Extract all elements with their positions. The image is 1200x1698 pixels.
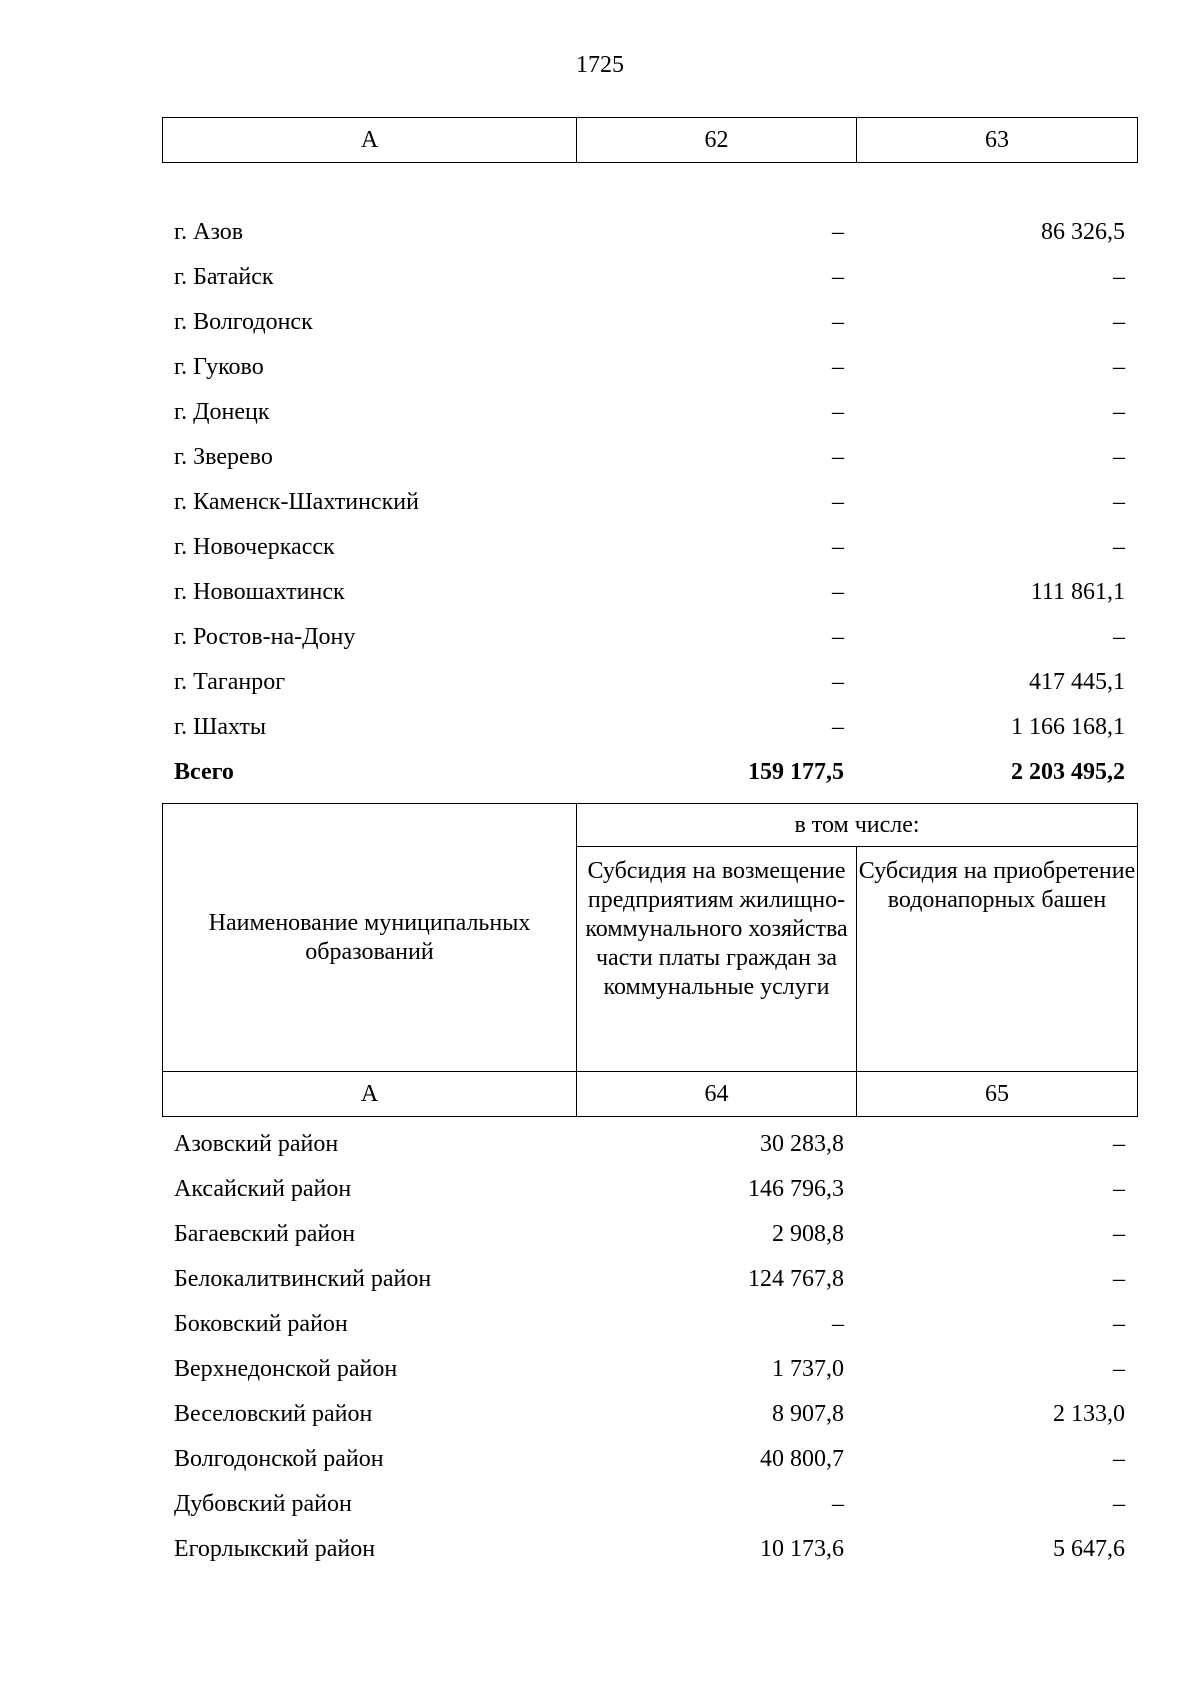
row-value-v64: 2 908,8 <box>772 1221 844 1247</box>
row-name: Волгодонской район <box>174 1446 384 1472</box>
table-row <box>162 1527 1137 1572</box>
table-row <box>162 1122 1137 1167</box>
total-value-v63: 2 203 495,2 <box>1011 759 1125 785</box>
row-name: г. Гуково <box>174 354 264 380</box>
row-value-v64: 8 907,8 <box>772 1401 844 1427</box>
table-row <box>162 1347 1137 1392</box>
row-name: г. Каменск-Шахтинский <box>174 489 419 515</box>
row-name: г. Шахты <box>174 714 267 740</box>
row-value-v64: 10 173,6 <box>760 1536 844 1562</box>
table-row <box>162 1482 1137 1527</box>
table-row <box>162 480 1137 525</box>
table-row <box>162 705 1137 750</box>
districts-table <box>162 1122 1137 1572</box>
row-value-v65: 2 133,0 <box>1053 1401 1125 1427</box>
row-name: г. Донецк <box>174 399 270 425</box>
row-value-v65: – <box>1113 1131 1125 1157</box>
row-value-v65: – <box>1113 1266 1125 1292</box>
row-name: г. Новошахтинск <box>174 579 345 605</box>
row-value-v65: – <box>1113 1491 1125 1517</box>
header-col-64: 64 <box>577 1072 857 1117</box>
row-value-v63: – <box>1113 624 1125 650</box>
page-number: 1725 <box>576 52 624 78</box>
table-row <box>162 1437 1137 1482</box>
row-name: г. Зверево <box>174 444 273 470</box>
table-row <box>162 210 1137 255</box>
row-value-v62: – <box>832 444 844 470</box>
table-row <box>162 1212 1137 1257</box>
header-including: в том числе: <box>577 804 1138 847</box>
total-value-v62: 159 177,5 <box>748 759 844 785</box>
row-value-v64: 40 800,7 <box>760 1446 844 1472</box>
row-value-v64: – <box>832 1311 844 1337</box>
row-name: Азовский район <box>174 1131 339 1157</box>
table-row <box>162 345 1137 390</box>
table-row <box>162 435 1137 480</box>
row-name: г. Ростов-на-Дону <box>174 624 356 650</box>
table-row <box>162 255 1137 300</box>
row-value-v65: – <box>1113 1311 1125 1337</box>
row-value-v62: – <box>832 264 844 290</box>
row-value-v62: – <box>832 399 844 425</box>
table-header-top <box>162 117 1138 163</box>
row-name: г. Батайск <box>174 264 274 290</box>
row-head-municipalities: Наименование муниципальных образований <box>163 804 577 1072</box>
row-name: Верхнедонской район <box>174 1356 398 1382</box>
table-row <box>162 660 1137 705</box>
table-row <box>162 525 1137 570</box>
row-value-v63: – <box>1113 534 1125 560</box>
row-value-v63: – <box>1113 309 1125 335</box>
table-row <box>162 300 1137 345</box>
row-value-v62: – <box>832 714 844 740</box>
row-value-v63: 111 861,1 <box>1030 579 1125 605</box>
row-value-v65: – <box>1113 1356 1125 1382</box>
total-label: Всего <box>174 759 234 785</box>
row-value-v64: 124 767,8 <box>748 1266 844 1292</box>
row-value-v64: – <box>832 1491 844 1517</box>
header-col-62: 62 <box>577 118 857 163</box>
row-name: Боковский район <box>174 1311 348 1337</box>
table-row <box>162 615 1137 660</box>
row-name: Веселовский район <box>174 1401 373 1427</box>
row-name: Белокалитвинский район <box>174 1266 432 1292</box>
row-name: Аксайский район <box>174 1176 352 1202</box>
row-value-v64: 1 737,0 <box>772 1356 844 1382</box>
row-value-v62: – <box>832 534 844 560</box>
row-value-v64: 146 796,3 <box>748 1176 844 1202</box>
row-value-v63: – <box>1113 399 1125 425</box>
row-name: Дубовский район <box>174 1491 352 1517</box>
table-row <box>162 390 1137 435</box>
row-value-v62: – <box>832 579 844 605</box>
row-name: г. Волгодонск <box>174 309 313 335</box>
row-value-v63: – <box>1113 444 1125 470</box>
row-value-v63: 86 326,5 <box>1041 219 1125 245</box>
row-value-v63: – <box>1113 354 1125 380</box>
row-value-v62: – <box>832 309 844 335</box>
header-col-65-title: Субсидия на приобретение водонапорных башен <box>857 847 1138 1072</box>
table-row <box>162 1302 1137 1347</box>
row-value-v62: – <box>832 624 844 650</box>
header-col-65: 65 <box>857 1072 1138 1117</box>
row-value-v62: – <box>832 354 844 380</box>
header-col-64-title: Субсидия на возмещение предприятиям жилищно-коммунального хозяйства части платы граждан за коммунальные услуги <box>577 847 857 1072</box>
row-value-v63: – <box>1113 489 1125 515</box>
row-value-v65: – <box>1113 1221 1125 1247</box>
table-header-mid <box>162 803 1138 1117</box>
row-value-v63: 1 166 168,1 <box>1011 714 1125 740</box>
table-row <box>162 1392 1137 1437</box>
table-row <box>162 570 1137 615</box>
row-value-v62: – <box>832 669 844 695</box>
row-name: Егорлыкский район <box>174 1536 376 1562</box>
cities-table <box>162 210 1137 795</box>
row-value-v63: – <box>1113 264 1125 290</box>
row-value-v64: 30 283,8 <box>760 1131 844 1157</box>
row-name: Багаевский район <box>174 1221 356 1247</box>
row-name: г. Новочеркасск <box>174 534 335 560</box>
row-value-v65: 5 647,6 <box>1053 1536 1125 1562</box>
row-name: г. Азов <box>174 219 244 245</box>
row-value-v62: – <box>832 489 844 515</box>
header-col-a: А <box>163 118 577 163</box>
table-row <box>162 1257 1137 1302</box>
row-value-v62: – <box>832 219 844 245</box>
row-value-v65: – <box>1113 1176 1125 1202</box>
row-value-v65: – <box>1113 1446 1125 1472</box>
total-row <box>162 750 1137 795</box>
row-name: г. Таганрог <box>174 669 286 695</box>
header-col-a-2: А <box>163 1072 577 1117</box>
row-value-v63: 417 445,1 <box>1029 669 1125 695</box>
table-row <box>162 1167 1137 1212</box>
header-col-63: 63 <box>857 118 1138 163</box>
